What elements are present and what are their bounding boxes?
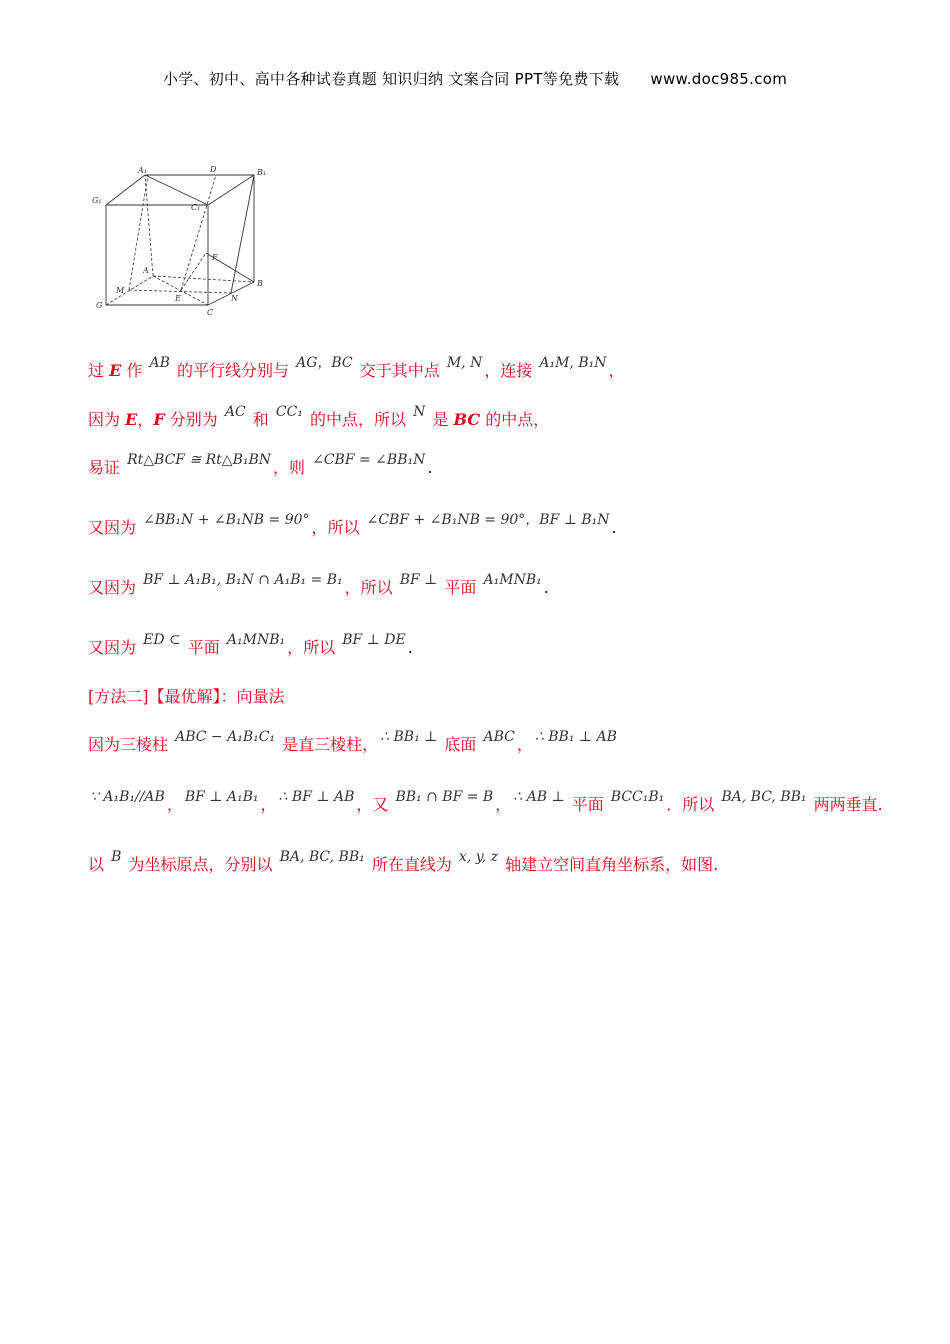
punctuation: .	[543, 578, 549, 597]
edge-G1A1	[106, 175, 145, 205]
solution-line-9	[88, 849, 719, 875]
text-segment: 平面	[566, 795, 609, 814]
edge-AA1	[145, 175, 153, 276]
text-segment: 底面	[439, 735, 482, 754]
label-A: A	[143, 266, 149, 275]
solution-line-6	[88, 632, 413, 658]
solution-line-5	[88, 572, 549, 598]
text-segment: 又因为	[88, 638, 142, 657]
solution-line-2	[88, 404, 550, 430]
math-expression: ∴ AB ⊥	[513, 789, 565, 805]
text-segment: ，	[137, 410, 154, 429]
math-expression: M, N	[446, 355, 483, 371]
math-expression: BA, BC, BB₁	[721, 789, 807, 805]
text-segment: ，又	[356, 795, 394, 814]
text-segment: ．所以	[666, 795, 720, 814]
math-expression: A₁MNB₁	[226, 632, 286, 648]
text-segment: ，连接	[484, 361, 538, 380]
text-segment: 易证	[88, 458, 126, 477]
math-expression: CC₁	[275, 404, 303, 420]
math-expression: ∴ BB₁ ⊥ AB	[534, 729, 617, 745]
math-expression: BCC₁B₁	[610, 789, 665, 805]
page-header	[0, 68, 950, 89]
label-D: D	[210, 165, 217, 174]
text-segment: 因为	[88, 410, 126, 429]
label-B1: B₁	[257, 168, 267, 177]
math-expression: BF ⊥ A₁B₁, B₁N ∩ A₁B₁ = B₁	[143, 572, 343, 588]
solution-line-3	[88, 452, 433, 478]
math-expression: ABC	[483, 729, 515, 745]
math-expression: ∴ BB₁ ⊥	[380, 729, 438, 745]
math-expression: ∠BB₁N + ∠B₁NB = 90°	[143, 512, 310, 528]
solution-line-7	[88, 729, 619, 755]
label-A1: A₁	[138, 166, 147, 175]
edge-EF	[181, 253, 206, 290]
label-C1: C₁	[191, 203, 201, 212]
math-expression: ∵ A₁B₁//AB	[90, 789, 165, 805]
math-expression: BB₁ ∩ BF = B	[395, 789, 494, 805]
prism-figure	[88, 162, 278, 322]
label-F: F	[212, 253, 218, 262]
label-E: E	[175, 294, 181, 303]
text-segment: 轴建立空间直角坐标系，如图.	[500, 855, 719, 874]
text-segment: ，则	[273, 458, 311, 477]
punctuation: .	[407, 638, 413, 657]
math-expression: B	[111, 849, 122, 865]
text-segment: 和	[247, 410, 274, 429]
header-site-link[interactable]: www.doc985.com	[650, 70, 788, 88]
math-expression: BA, BC, BB₁	[279, 849, 365, 865]
math-expression: BF ⊥ DE	[342, 632, 406, 648]
text-segment: 两两垂直.	[808, 795, 883, 814]
text-segment: 又因为	[88, 518, 142, 537]
text-segment: 的中点，	[480, 410, 550, 429]
text-segment: 的平行线分别与	[171, 361, 295, 380]
bold-variable: F	[153, 410, 165, 429]
solution-line-8	[88, 789, 883, 815]
math-expression: ∠CBF = ∠BB₁N	[312, 452, 426, 468]
math-expression: A₁M, B₁N	[539, 355, 607, 371]
text-segment: 因为三棱柱	[88, 735, 174, 754]
bold-variable: E	[109, 361, 122, 380]
text-segment: ，	[608, 361, 625, 380]
math-expression: BF ⊥	[399, 572, 438, 588]
math-expression: BF ⊥ A₁B₁	[184, 789, 259, 805]
label-C: C	[207, 308, 214, 317]
text-segment: 平面	[182, 638, 225, 657]
text-segment: 是直三棱柱，	[277, 735, 379, 754]
text-segment: 是	[427, 410, 454, 429]
text-segment: ，	[260, 795, 277, 814]
math-expression: A₁MNB₁	[483, 572, 542, 588]
solution-line-4	[88, 512, 617, 538]
text-segment: ，所以	[344, 578, 398, 597]
text-segment: 所在直线为	[366, 855, 457, 874]
punctuation: .	[427, 458, 433, 477]
edge-ED	[181, 175, 216, 290]
math-expression: Rt△BCF ≅ Rt△B₁BN	[127, 452, 272, 468]
math-expression: N	[413, 404, 426, 420]
text-segment: 的中点，所以	[304, 410, 412, 429]
text-segment: ，	[495, 795, 512, 814]
text-segment: ，所以	[311, 518, 365, 537]
math-expression: ∴ BF ⊥ AB	[278, 789, 355, 805]
math-expression: AB	[149, 355, 170, 371]
label-M: M	[116, 286, 125, 295]
text-segment: 作	[121, 361, 148, 380]
text-segment: 交于其中点	[354, 361, 445, 380]
punctuation: .	[611, 518, 617, 537]
text-segment: ，	[516, 735, 533, 754]
text-segment: 平面	[439, 578, 482, 597]
bold-variable: E	[125, 410, 138, 429]
label-N: N	[231, 294, 238, 303]
text-segment: ，	[166, 795, 183, 814]
text-segment: ，所以	[287, 638, 341, 657]
header-text: 小学、初中、高中各种试卷真题 知识归纳 文案合同 PPT等免费下载	[162, 70, 620, 88]
math-expression: x, y, z	[458, 849, 499, 865]
math-expression: ABC − A₁B₁C₁	[175, 729, 276, 745]
text-segment: 以	[88, 855, 110, 874]
edge-A1C1	[145, 175, 208, 205]
math-expression: ∠CBF + ∠B₁NB = 90°，BF ⊥ B₁N	[366, 512, 610, 528]
method-two-heading	[88, 684, 285, 707]
label-G1: G₁	[92, 196, 102, 205]
text-segment: 又因为	[88, 578, 142, 597]
text-segment: 分别为	[164, 410, 223, 429]
math-expression: AC	[224, 404, 246, 420]
edge-AB	[153, 276, 254, 282]
math-expression: ED ⊂	[143, 632, 181, 648]
math-expression: AG，BC	[296, 355, 353, 371]
solution-line-1	[88, 355, 625, 381]
text-segment: [方法二]【最优解】：向量法	[88, 687, 285, 706]
bold-variable: BC	[453, 410, 481, 429]
label-B: B	[257, 279, 263, 288]
label-G: G	[96, 301, 103, 310]
text-segment: 为坐标原点，分别以	[123, 855, 278, 874]
text-segment: 过	[88, 361, 110, 380]
